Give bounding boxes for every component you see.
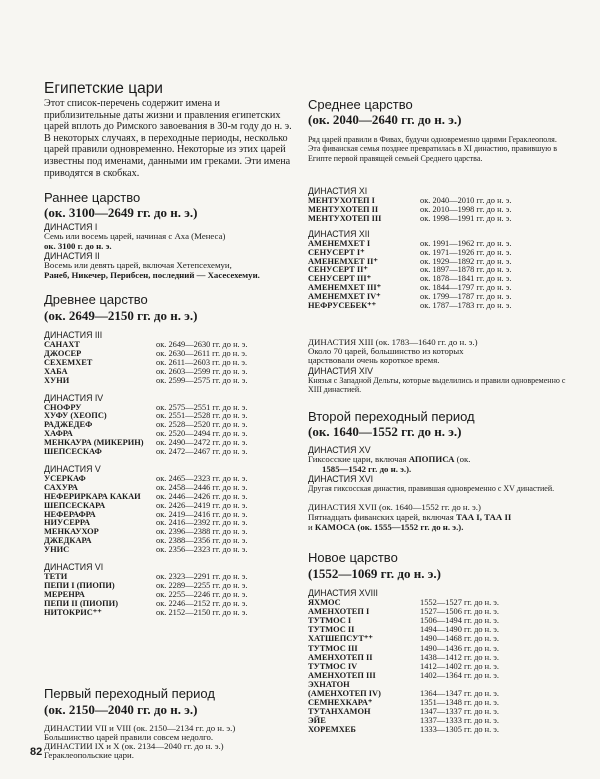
king-name: НИУСЕРРА <box>44 518 91 528</box>
dynasty-note: Другая гиксосская династия, правившая одновременно с XV династией. <box>308 484 555 493</box>
king-row <box>308 301 570 310</box>
note-text: Гиксосские цари, включая <box>308 454 407 464</box>
king-name: МЕНТУХОТЕП II <box>308 204 379 214</box>
king-row <box>308 598 570 607</box>
king-row <box>308 607 570 616</box>
reign-dates: ок. 2611—2603 гг. до н. э. <box>156 357 248 367</box>
new-heading: Новое царство <box>308 550 398 565</box>
king-name: ЯХМОС <box>308 598 341 607</box>
dynasty-label: ДИНАСТИЯ V <box>44 463 101 474</box>
reign-dates: ок. 2246—2152 гг. до н. э. <box>156 598 248 608</box>
dynasty-note: ДИНАСТИИ VII и VIII (ок. 2150—2134 гг. до н. э.) <box>44 723 236 733</box>
king-name: АМЕНЕМХЕТ III⁺ <box>308 283 382 293</box>
reign-dates: ок. 1844—1797 гг. до н. э. <box>420 283 512 293</box>
king-row <box>308 292 570 301</box>
dynasty-label: ДИНАСТИЯ XVI <box>308 474 374 484</box>
reign-dates: 1347—1337 гг. до н. э. <box>420 707 499 717</box>
king-name: РАДЖЕДЕФ <box>44 420 93 430</box>
reign-dates: 1333—1305 гг. до н. э. <box>420 725 499 735</box>
old-dates: (ок. 2649—2150 гг. до н. э.) <box>44 308 198 323</box>
king-row <box>308 707 570 716</box>
king-name: ТАА I, ТАА II <box>455 512 512 522</box>
early-heading: Раннее царство <box>44 190 141 205</box>
king-row <box>44 501 296 510</box>
middle-heading: Среднее царство <box>308 97 413 112</box>
king-name: АМЕНХОТЕП I <box>308 607 370 617</box>
page-number: 82 <box>30 746 43 758</box>
king-row <box>44 590 296 599</box>
king-row <box>308 680 570 689</box>
reign-dates: ок. 1998—1991 гг. до н. э. <box>420 213 512 223</box>
king-row <box>308 671 570 680</box>
reign-dates: ок. 1897—1878 гг. до н. э. <box>420 265 512 275</box>
reign-dates: ок. 2630—2611 гг. до н. э. <box>156 348 248 358</box>
note-text: (ок. <box>456 454 471 464</box>
reign-dates: ок. 2396—2388 гг. до н. э. <box>156 527 248 537</box>
king-name: НЕФРУСЕБЕК⁺⁺ <box>308 301 377 310</box>
king-name: ТЕТИ <box>44 572 68 581</box>
dynasty-note: Князья с Западной Дельты, которые выделились и правили одновременно с XIII династией. <box>308 376 566 395</box>
reign-dates: ок. 2010—1998 гг. до н. э. <box>420 204 512 214</box>
king-name: МЕРЕНРА <box>44 589 85 599</box>
king-name: АМЕНЕМХЕТ I <box>308 238 371 248</box>
king-name: СЕНУСЕРТ I⁺ <box>308 247 365 257</box>
reign-dates: 1364—1347 гг. до н. э. <box>420 689 499 698</box>
king-row <box>44 483 296 492</box>
king-name: ПЕПИ I (ПИОПИ) <box>44 580 115 590</box>
king-row <box>308 616 570 625</box>
page-title: Египетские цари <box>44 80 163 97</box>
king-name: ТУТМОС I <box>308 616 352 626</box>
reign-dates: ок. 2419—2416 гг. до н. э. <box>156 509 248 519</box>
reign-dates: 1402—1364 гг. до н. э. <box>420 670 499 680</box>
king-row <box>44 608 296 617</box>
dynasty-note: Гераклеопольские цари. <box>44 750 134 760</box>
king-name: УНИС <box>44 545 70 555</box>
king-row <box>308 634 570 643</box>
reign-dates: ок. 2426—2419 гг. до н. э. <box>156 500 248 510</box>
king-name: МЕНКАУХОР <box>44 527 99 537</box>
dynasty-note: Восемь или девять царей, включая Хетепсехемуи, <box>44 260 232 270</box>
king-row <box>44 429 296 438</box>
dynasty-note: Ранеб, Никечер, Перибсен, последний — Хасесехемуи. <box>44 270 260 280</box>
king-name: АМЕНХОТЕП III <box>308 670 376 680</box>
king-row <box>308 653 570 662</box>
dynasty-label: ДИНАСТИЯ XI <box>308 186 368 196</box>
king-row <box>44 438 296 447</box>
reign-dates: 1552—1527 гг. до н. э. <box>420 598 499 607</box>
king-name: СЕМНЕХКАРА⁺ <box>308 698 373 708</box>
king-name: (АМЕНХОТЕП IV) <box>308 689 381 698</box>
reign-dates: ок. 2388—2356 гг. до н. э. <box>156 536 248 546</box>
dynasty-label: ДИНАСТИЯ VI <box>44 562 104 572</box>
king-name: САХУРА <box>44 482 78 492</box>
dynasty-note: ДИНАСТИЯ XIII (ок. 1783—1640 гг. до н. э.) <box>308 337 478 347</box>
king-row <box>44 340 296 349</box>
note-text: (ок. 1555—1552 гг. до н. э.). <box>357 522 464 532</box>
king-row <box>308 205 570 214</box>
reign-dates: ок. 1971—1926 гг. до н. э. <box>420 247 512 257</box>
intro-paragraph: Этот список-перечень содержит имена и приблизительные даты жизни и правления египетских царей вплоть до Римского завоевания в 30-м году до н. э. В некоторых случаях, в переходные периоды, несколько царей правили одновременно. Некоторые из этих царей известны под именами, данными им греками. Эти имена приводятся в скобках. <box>44 98 292 179</box>
reign-dates: ок. 2416—2392 гг. до н. э. <box>156 518 248 528</box>
middle-dates: (ок. 2040—2640 гг. до н. э.) <box>308 112 462 127</box>
king-name: ШЕПСЕСКАРА <box>44 500 106 510</box>
king-row <box>44 403 296 412</box>
king-name: МЕНТУХОТЕП I <box>308 196 375 205</box>
king-name: ЭЙЕ <box>308 716 326 726</box>
king-name: ТУТМОС II <box>308 625 355 635</box>
king-name: АМЕНХОТЕП II <box>308 652 373 662</box>
king-row <box>44 545 296 554</box>
reign-dates: 1490—1468 гг. до н. э. <box>420 634 499 644</box>
new-dates: (1552—1069 гг. до н. э.) <box>308 566 441 581</box>
king-row <box>308 257 570 266</box>
note-text: Пятнадцать фиванских царей, включая <box>308 512 454 522</box>
king-row <box>44 349 296 358</box>
king-name: КАМОСА <box>314 522 356 532</box>
king-row <box>44 599 296 608</box>
king-name: ХАТШЕПСУТ⁺⁺ <box>308 634 373 644</box>
king-name: АПОПИСА <box>408 454 455 464</box>
king-name: МЕНТУХОТЕП III <box>308 213 382 223</box>
king-name: МЕНКАУРА (МИКЕРИН) <box>44 438 144 448</box>
king-row <box>44 518 296 527</box>
king-name: СЕХЕМХЕТ <box>44 357 93 367</box>
dynasty-note: Семь или восемь царей, начиная с Аха (Менеса) <box>44 231 226 241</box>
dynasty-note: Около 70 царей, большинство из которых <box>308 346 464 356</box>
reign-dates: ок. 2040—2010 гг. до н. э. <box>420 196 512 205</box>
king-name: ДЖОСЕР <box>44 348 82 358</box>
king-row <box>308 689 570 698</box>
king-name: НИТОКРИС⁺⁺ <box>44 607 102 617</box>
king-name: АМЕНЕМХЕТ IV⁺ <box>308 292 381 302</box>
king-name: ХУНИ <box>44 375 70 385</box>
dynasty-note: 1585—1542 гг. до н. э.). <box>322 464 412 474</box>
dynasty-note <box>308 523 463 533</box>
king-row <box>44 420 296 429</box>
reign-dates: ок. 2472—2467 гг. до н. э. <box>156 447 248 456</box>
dynasty-label: ДИНАСТИЯ XVIII <box>308 588 378 598</box>
dynasty-label: ДИНАСТИЯ XV <box>308 445 371 455</box>
king-row <box>44 358 296 367</box>
reign-dates: ок. 1799—1787 гг. до н. э. <box>420 292 512 302</box>
reign-dates: 1527—1506 гг. до н. э. <box>420 607 499 617</box>
reign-dates: 1494—1490 гг. до н. э. <box>420 625 499 635</box>
king-name: ШЕПСЕСКАФ <box>44 447 102 456</box>
king-row <box>308 196 570 205</box>
second-dates: (ок. 1640—1552 гг. до н. э.) <box>308 424 462 439</box>
king-row <box>308 248 570 257</box>
king-name: ХАБА <box>44 366 68 376</box>
king-row <box>44 492 296 501</box>
king-name: САНАХТ <box>44 340 80 349</box>
king-name: ХУФУ (ХЕОПС) <box>44 411 107 421</box>
king-row <box>44 474 296 483</box>
reign-dates: ок. 2465—2323 гг. до н. э. <box>156 473 248 483</box>
king-row <box>44 376 296 385</box>
reign-dates: 1337—1333 гг. до н. э. <box>420 716 499 726</box>
reign-dates: ок. 2446—2426 гг. до н. э. <box>156 491 248 501</box>
first-dates: (ок. 2150—2040 гг. до н. э.) <box>44 702 198 717</box>
king-row <box>308 698 570 707</box>
early-dates: (ок. 3100—2649 гг. до н. э.) <box>44 205 198 220</box>
reign-dates: 1351—1348 гг. до н. э. <box>420 698 499 708</box>
reign-dates: ок. 2551—2528 гг. до н. э. <box>156 411 248 421</box>
king-row <box>308 644 570 653</box>
king-name: АМЕНЕМХЕТ II⁺ <box>308 256 378 266</box>
king-row <box>44 572 296 581</box>
king-name: СЕНУСЕРТ III⁺ <box>308 274 372 284</box>
reign-dates: 1438—1412 гг. до н. э. <box>420 652 499 662</box>
reign-dates: ок. 2599—2575 гг. до н. э. <box>156 375 248 385</box>
reign-dates: ок. 2152—2150 гг. до н. э. <box>156 607 248 617</box>
king-name: СЕНУСЕРТ II⁺ <box>308 265 368 275</box>
king-name: НЕФЕРИРКАРА КАКАИ <box>44 491 141 501</box>
king-row <box>308 725 570 734</box>
king-name: НЕФЕРАФРА <box>44 509 96 519</box>
king-row <box>44 510 296 519</box>
first-heading: Первый переходный период <box>44 686 215 701</box>
dynasty-note: ДИНАСТИИ IX и X (ок. 2134—2040 гг. до н. э.) <box>44 741 224 751</box>
reign-dates: ок. 1991—1962 гг. до н. э. <box>420 238 512 248</box>
dynasty-note: ок. 3100 г. до н. э. <box>44 241 112 251</box>
king-row <box>308 265 570 274</box>
king-name: СНОФРУ <box>44 402 82 412</box>
king-row <box>308 274 570 283</box>
dynasty-label: ДИНАСТИЯ II <box>44 251 100 261</box>
dynasty-note: Большинство царей правили совсем недолго. <box>44 732 214 742</box>
middle-intro: Ряд царей правили в Фивах, будучи одновременно царями Гераклеополя. Эта фиванская семья позднее превратилась в XI династию, правившую в Египте первой правящей семьей Среднего царства. <box>308 135 558 163</box>
second-heading: Второй переходный период <box>308 409 475 424</box>
king-row <box>308 625 570 634</box>
reign-dates: 1412—1402 гг. до н. э. <box>420 661 499 671</box>
king-row <box>44 581 296 590</box>
reign-dates: ок. 1787—1783 гг. до н. э. <box>420 301 512 310</box>
reign-dates: ок. 2323—2291 гг. до н. э. <box>156 572 248 581</box>
king-name: ХОРЕМХЕБ <box>308 725 356 735</box>
king-row <box>308 214 570 223</box>
king-row <box>44 411 296 420</box>
king-name: ПЕПИ II (ПИОПИ) <box>44 598 118 608</box>
reign-dates: ок. 1878—1841 гг. до н. э. <box>420 274 512 284</box>
king-row <box>44 527 296 536</box>
dynasty-label: ДИНАСТИЯ III <box>44 330 103 340</box>
reign-dates: 1490—1436 гг. до н. э. <box>420 643 499 653</box>
reign-dates: ок. 2289—2255 гг. до н. э. <box>156 580 248 590</box>
king-row <box>308 283 570 292</box>
reign-dates: ок. 2356—2323 гг. до н. э. <box>156 545 248 555</box>
reign-dates: ок. 2490—2472 гг. до н. э. <box>156 438 248 448</box>
reign-dates: 1506—1494 гг. до н. э. <box>420 616 499 626</box>
dynasty-label: ДИНАСТИЯ XII <box>308 228 370 239</box>
king-row <box>44 447 296 456</box>
king-row <box>308 662 570 671</box>
dynasty-label: ДИНАСТИЯ XIV <box>308 366 374 376</box>
king-name: ТУТМОС IV <box>308 661 358 671</box>
king-row <box>44 367 296 376</box>
reign-dates: ок. 2575—2551 гг. до н. э. <box>156 402 248 412</box>
reign-dates: ок. 2649—2630 гг. до н. э. <box>156 340 248 349</box>
king-row <box>308 239 570 248</box>
king-row <box>308 716 570 725</box>
king-row <box>44 536 296 545</box>
king-name: ДЖЕДКАРА <box>44 536 92 546</box>
king-name: ЭХНАТОН <box>308 679 350 689</box>
king-name: ТУТМОС III <box>308 643 358 653</box>
dynasty-note: царствовали очень короткое время. <box>308 355 440 365</box>
old-heading: Древнее царство <box>44 292 148 307</box>
king-name: УСЕРКАФ <box>44 473 86 483</box>
dynasty-label: ДИНАСТИЯ IV <box>44 392 104 403</box>
reign-dates: ок. 2528—2520 гг. до н. э. <box>156 420 248 430</box>
king-name: ХАФРА <box>44 429 73 439</box>
reign-dates: ок. 2255—2246 гг. до н. э. <box>156 589 248 599</box>
dynasty-label: ДИНАСТИЯ I <box>44 222 98 232</box>
reign-dates: ок. 2458—2446 гг. до н. э. <box>156 482 248 492</box>
reign-dates: ок. 2520—2494 гг. до н. э. <box>156 429 248 439</box>
note-text: и <box>308 522 313 532</box>
reign-dates: ок. 1929—1892 гг. до н. э. <box>420 256 512 266</box>
reign-dates: ок. 2603—2599 гг. до н. э. <box>156 366 248 376</box>
dynasty-note: ДИНАСТИЯ XVII (ок. 1640—1552 гг. до н. э.) <box>308 502 481 512</box>
king-name: ТУТАНХАМОН <box>308 707 371 717</box>
